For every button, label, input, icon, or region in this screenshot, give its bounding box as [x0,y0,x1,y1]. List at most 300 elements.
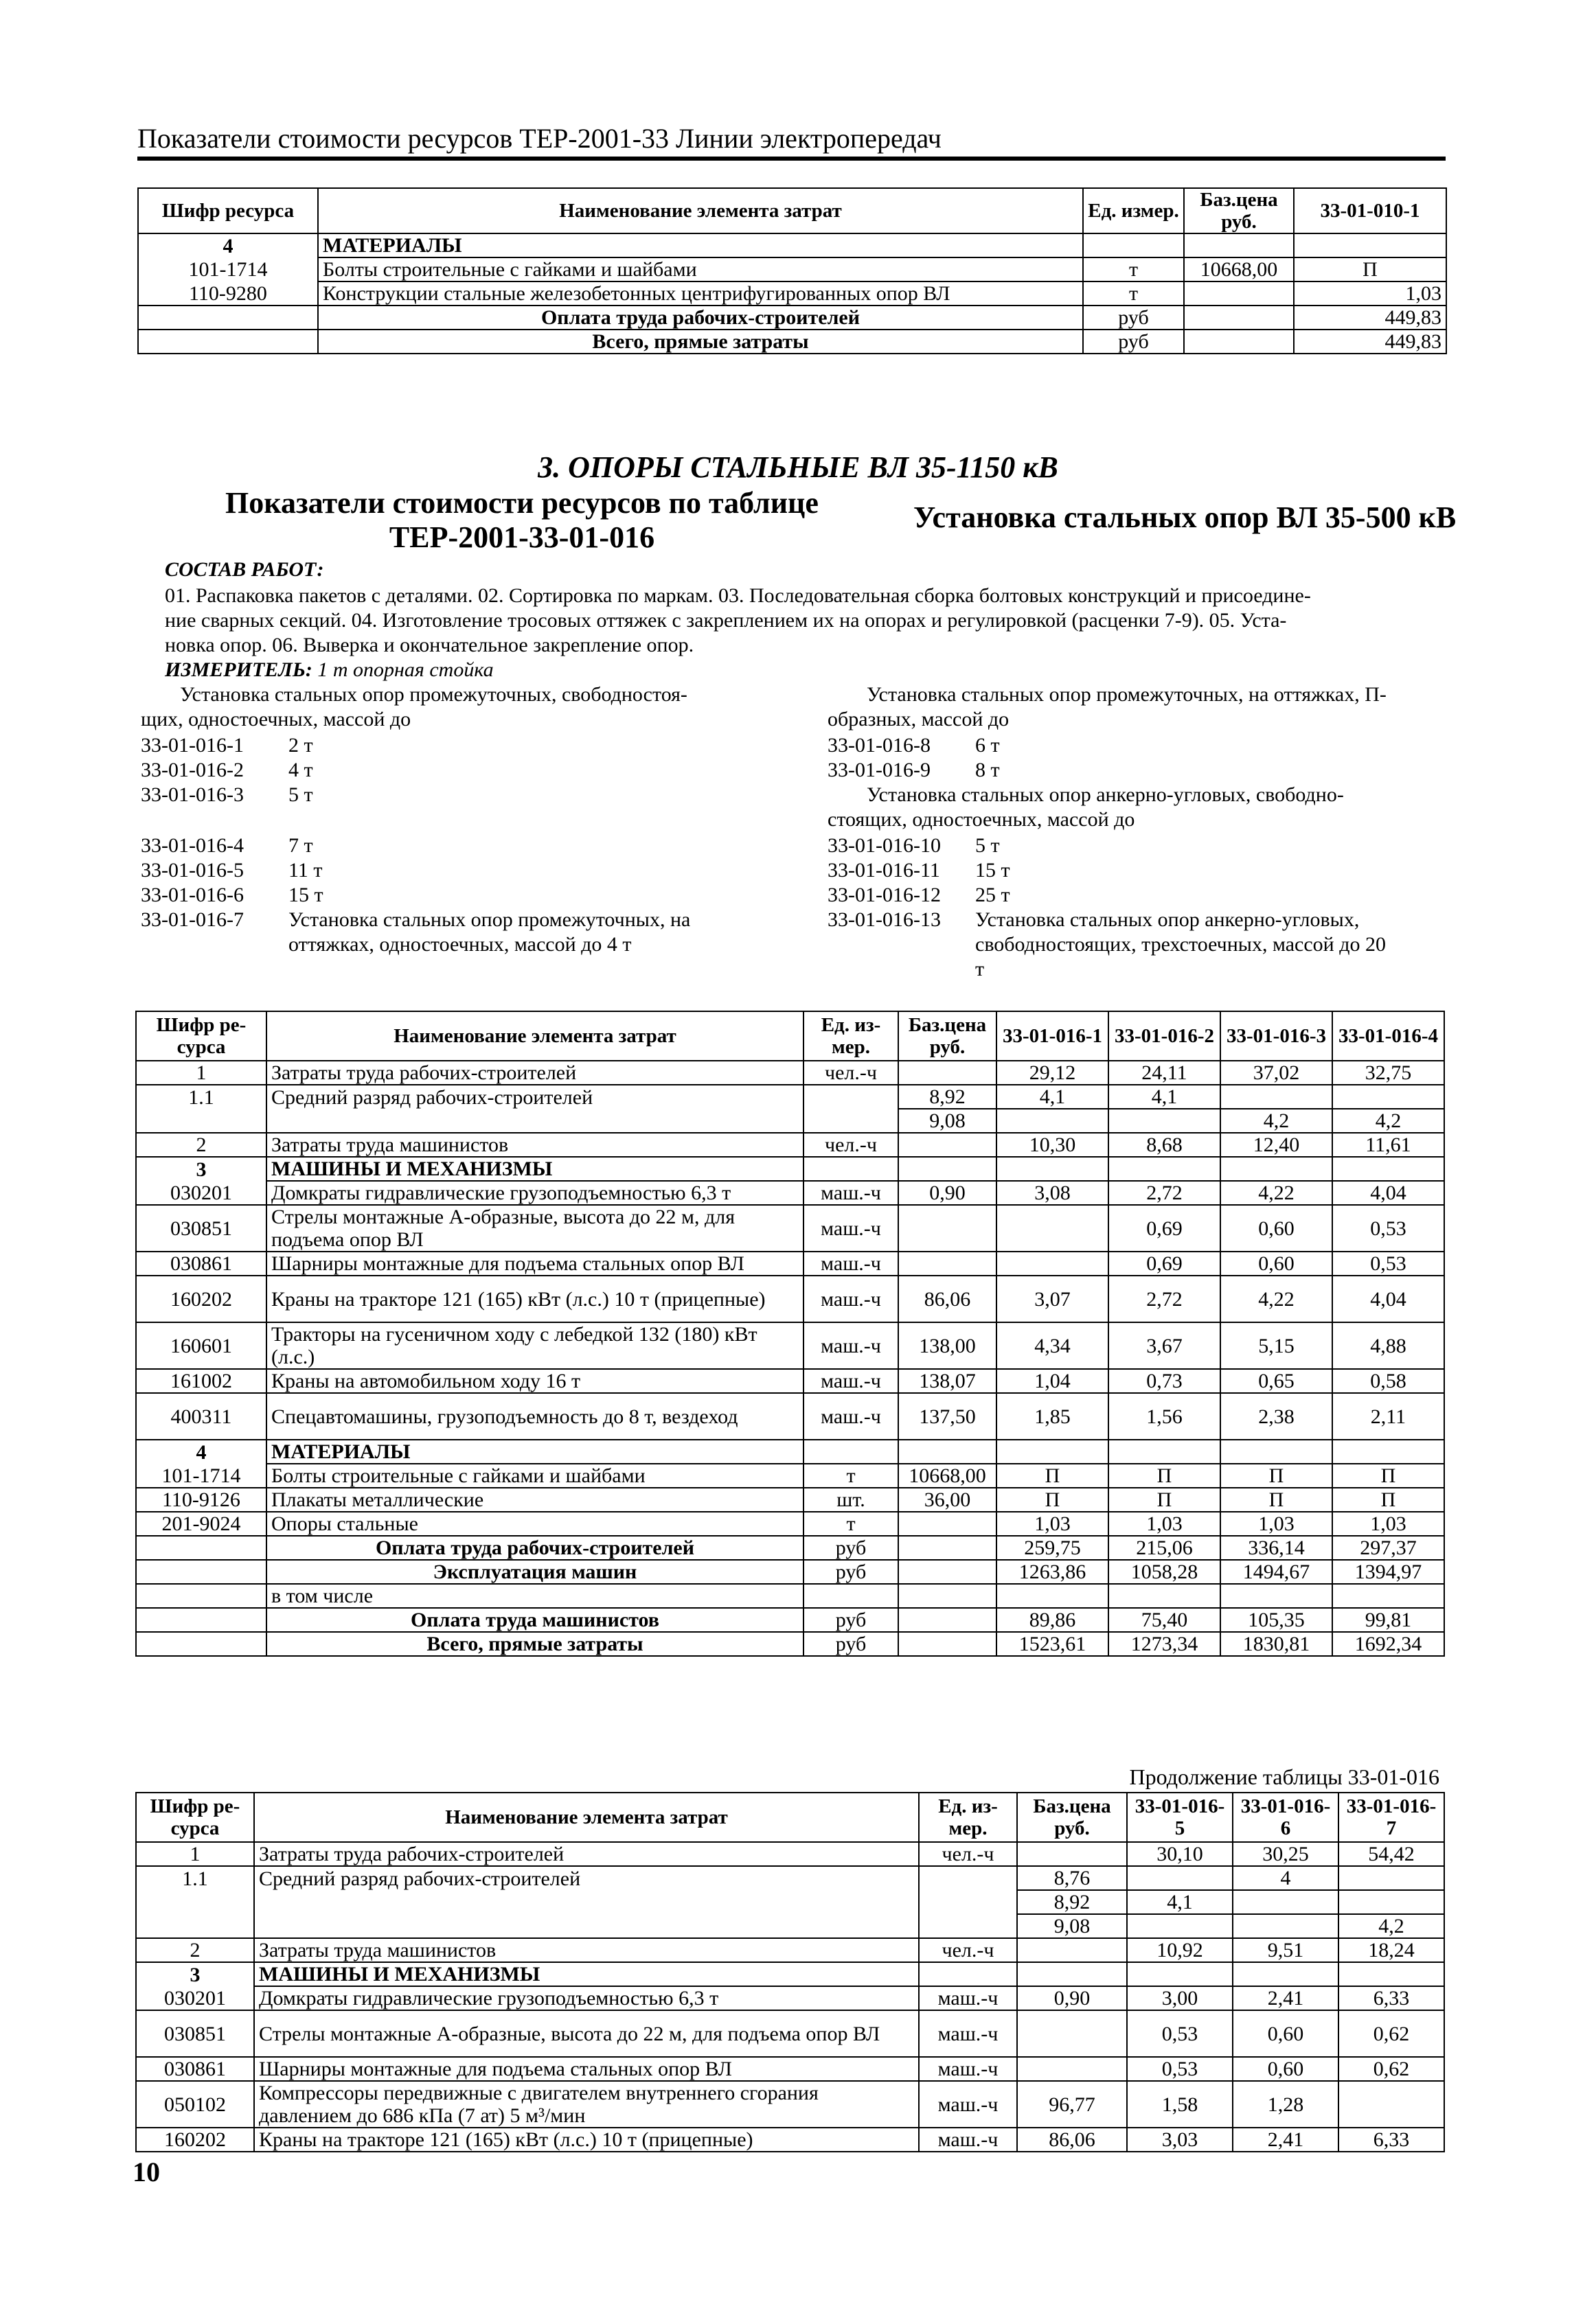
cell: 10,92 [1127,1938,1233,1962]
cell: 10668,00 [898,1464,996,1488]
cell: 0,60 [1233,2010,1338,2057]
cell: 0,65 [1220,1369,1332,1393]
table-row [136,1157,1444,1181]
table-row [136,1369,1444,1393]
cell: П [1294,257,1446,281]
col-header: Наименование элемента затрат [318,188,1083,233]
cell [898,1632,996,1656]
cell: 2 [136,1133,266,1157]
cell: Краны на тракторе 121 (165) кВт (л.с.) 10 т (прицепные) [254,2128,919,2152]
table-row [136,1205,1444,1252]
cell: 449,83 [1294,330,1446,354]
cell [1017,1842,1127,1866]
cell: Краны на автомобильном ходу 16 т [266,1369,803,1393]
cell: 1,03 [1332,1512,1444,1536]
cell: Домкраты гидравлические грузоподъемностью 6,3 т [266,1181,803,1205]
cell: 86,06 [1017,2128,1127,2152]
cell [136,1536,266,1560]
cell: 9,08 [898,1109,996,1133]
cell [898,1133,996,1157]
cell: Оплата труда рабочих-строителей [266,1536,803,1560]
cell: 4,2 [1338,1914,1444,1938]
cell: 1.1 [136,1866,254,1890]
cell [996,1109,1108,1133]
cell: 1.1 [136,1085,266,1109]
cell: т [1083,281,1184,306]
code-item: 33-01-016-3 5 т [141,783,313,806]
cell: т [1083,257,1184,281]
cell: 4,22 [1220,1181,1332,1205]
table-row [136,1322,1444,1369]
cell: 030851 [136,2010,254,2057]
cell [138,330,318,354]
col-header: Наименование элемента затрат [266,1011,803,1061]
col-header: 33-01-016-5 [1127,1793,1233,1842]
cell: 259,75 [996,1536,1108,1560]
code-item: 33-01-016-9 8 т [828,759,1000,781]
composition-line: ние сварных секций. 04. Изготовление тросовых оттяжек с закреплением их на опорах и регулировкой (расценки 7-9). 05. Уста- [165,609,1287,632]
cell: 0,58 [1332,1369,1444,1393]
cell: 1,58 [1127,2081,1233,2128]
cell: руб [803,1608,898,1632]
cell: 3,67 [1108,1322,1220,1369]
cell [1127,1962,1233,1986]
cell: 2 [136,1938,254,1962]
cell: 0,60 [1220,1252,1332,1276]
col-header: Ед. из-мер. [803,1011,898,1061]
cell: маш.-ч [919,2081,1017,2128]
cell: П [996,1464,1108,1488]
code-item: 33-01-016-6 15 т [141,884,323,906]
cell: 215,06 [1108,1536,1220,1560]
table-continued [135,1792,1445,2152]
cell: 0,62 [1338,2057,1444,2081]
cell: 4,34 [996,1322,1108,1369]
cell: 160202 [136,1276,266,1322]
cell: 4 [136,1440,266,1464]
cell: Тракторы на гусеничном ходу с лебедкой 132 (180) кВт (л.с.) [266,1322,803,1369]
cell [1184,233,1294,257]
cell: 030201 [136,1181,266,1205]
cell: шт. [803,1488,898,1512]
cell [266,1109,803,1133]
cell: Краны на тракторе 121 (165) кВт (л.с.) 10 т (прицепные) [266,1276,803,1322]
cell [1127,1866,1233,1890]
composition-label: СОСТАВ РАБОТ: [165,558,324,581]
cell [1127,1914,1233,1938]
cell: 110-9126 [136,1488,266,1512]
col-header: 33-01-016-7 [1338,1793,1444,1842]
cell [919,1962,1017,1986]
cell: 99,81 [1332,1608,1444,1632]
col-header: 33-01-016-3 [1220,1011,1332,1061]
col-header: Шифр ре-сурса [136,1011,266,1061]
cell: 2,38 [1220,1393,1332,1440]
cell: руб [803,1560,898,1584]
cell [1220,1157,1332,1181]
table-row [136,1393,1444,1440]
heading-line: Установка стальных опор промежуточных, свободностоя- [180,683,687,706]
col-header: 33-01-016-1 [996,1011,1108,1061]
col-header: Баз.цена руб. [1184,188,1294,233]
cell [1233,1962,1338,1986]
cell: 201-9024 [136,1512,266,1536]
cell: 2,11 [1332,1393,1444,1440]
cell: 4,1 [1127,1890,1233,1914]
cell: 030861 [136,2057,254,2081]
right-group-heading: Установка стальных опор промежуточных, на оттяжках, П- [867,683,1387,706]
cell [898,1560,996,1584]
cell: маш.-ч [919,2128,1017,2152]
cell: 1494,67 [1220,1560,1332,1584]
cell: 12,40 [1220,1133,1332,1157]
col-header: Баз.цена руб. [898,1011,996,1061]
cell: Болты строительные с гайками и шайбами [266,1464,803,1488]
code-item-cont: т [975,958,985,980]
cell: 89,86 [996,1608,1108,1632]
cell [1220,1440,1332,1464]
cell: 10,30 [996,1133,1108,1157]
cell: 10668,00 [1184,257,1294,281]
cell: 030201 [136,1986,254,2010]
cell [1332,1085,1444,1109]
cell: 30,25 [1233,1842,1338,1866]
cell: 8,92 [898,1085,996,1109]
cell: 18,24 [1338,1938,1444,1962]
cell: 2,72 [1108,1181,1220,1205]
cell: 138,00 [898,1322,996,1369]
cell [803,1085,898,1109]
cell [898,1512,996,1536]
cell: П [996,1488,1108,1512]
cell: МАШИНЫ И МЕХАНИЗМЫ [254,1962,919,1986]
cell [1108,1109,1220,1133]
cell: 1 [136,1061,266,1085]
cell: Стрелы монтажные А-образные, высота до 22 м, для подъема опор ВЛ [266,1205,803,1252]
table-row [136,1085,1444,1109]
page-header: Показатели стоимости ресурсов ТЕР-2001-33 Линии электропередач [137,123,942,154]
cell: Болты строительные с гайками и шайбами [318,257,1083,281]
cell: 1523,61 [996,1632,1108,1656]
table-row [136,1488,1444,1512]
table-row [136,1962,1444,1986]
table-row [136,1584,1444,1608]
cell [1083,233,1184,257]
code-item: 33-01-016-10 5 т [828,834,1000,857]
cell: 0,73 [1108,1369,1220,1393]
meter-label: ИЗМЕРИТЕЛЬ: [165,658,312,681]
cell: 4 [138,233,318,257]
cell: руб [803,1536,898,1560]
cell: 0,53 [1127,2057,1233,2081]
cell [1108,1584,1220,1608]
cell: маш.-ч [803,1322,898,1369]
cell [803,1109,898,1133]
cell: 0,60 [1233,2057,1338,2081]
cell: 96,77 [1017,2081,1127,2128]
col-header: 33-01-010-1 [1294,188,1446,233]
cell [1184,306,1294,330]
cell: маш.-ч [803,1369,898,1393]
cell [1233,1914,1338,1938]
cell: 3 [136,1157,266,1181]
cell: П [1332,1464,1444,1488]
cell: П [1332,1488,1444,1512]
cell [1184,330,1294,354]
cell [1108,1157,1220,1181]
cell: 1,03 [996,1512,1108,1536]
cell [136,1632,266,1656]
cell: маш.-ч [803,1393,898,1440]
cell: 54,42 [1338,1842,1444,1866]
table-row [136,1890,1444,1914]
cell: 110-9280 [138,281,318,306]
cell: маш.-ч [919,2010,1017,2057]
col-header: Шифр ре-сурса [136,1793,254,1842]
cell: П [1108,1464,1220,1488]
table-row [136,1560,1444,1584]
cell: 8,76 [1017,1866,1127,1890]
cell: Шарниры монтажные для подъема стальных опор ВЛ [266,1252,803,1276]
cell: МАТЕРИАЛЫ [318,233,1083,257]
cell [138,306,318,330]
cell [919,1890,1017,1914]
table-row [136,1536,1444,1560]
cell [1184,281,1294,306]
code-item: 33-01-016-8 6 т [828,734,1000,757]
table-row [136,1632,1444,1656]
cell: маш.-ч [803,1181,898,1205]
cell: 30,10 [1127,1842,1233,1866]
table-row [136,1109,1444,1133]
cell: 1,28 [1233,2081,1338,2128]
cell: 4,1 [1108,1085,1220,1109]
cell: 1,56 [1108,1393,1220,1440]
code-item-cont: свободностоящих, трехстоечных, массой до 20 [975,933,1386,956]
cell: 0,90 [1017,1986,1127,2010]
cell: 4,1 [996,1085,1108,1109]
code-item-cont: оттяжках, одностоечных, массой до 4 т [288,933,632,956]
cell: 050102 [136,2081,254,2128]
cell: чел.-ч [919,1842,1017,1866]
cell: Затраты труда рабочих-строителей [254,1842,919,1866]
table-name: Установка стальных опор ВЛ 35-500 кВ [913,501,1457,534]
cell [136,1584,266,1608]
cell: 1692,34 [1332,1632,1444,1656]
cell: 3,07 [996,1276,1108,1322]
col-header: 33-01-016-2 [1108,1011,1220,1061]
cell [136,1890,254,1914]
col-header: Шифр ресурса [138,188,318,233]
cell [136,1560,266,1584]
cell [898,1157,996,1181]
composition-line: новка опор. 06. Выверка и окончательное закрепление опор. [165,634,694,656]
cell: 4,04 [1332,1276,1444,1322]
cell: Эксплуатация машин [266,1560,803,1584]
cell: 105,35 [1220,1608,1332,1632]
cell: чел.-ч [919,1938,1017,1962]
cell: руб [1083,330,1184,354]
cell [803,1440,898,1464]
cell: 24,11 [1108,1061,1220,1085]
col-header: Баз.цена руб. [1017,1793,1127,1842]
cell: 2,72 [1108,1276,1220,1322]
cell: 5,15 [1220,1322,1332,1369]
table-row [136,1608,1444,1632]
cell: 336,14 [1220,1536,1332,1560]
cell [996,1205,1108,1252]
cell: маш.-ч [803,1252,898,1276]
code-item: 33-01-016-1 2 т [141,734,313,757]
cell: 4,04 [1332,1181,1444,1205]
cell: 0,69 [1108,1205,1220,1252]
cell: чел.-ч [803,1061,898,1085]
table-row [136,1866,1444,1890]
cell: Домкраты гидравлические грузоподъемностью 6,3 т [254,1986,919,2010]
table-row [136,1061,1444,1085]
code-item: 33-01-016-12 25 т [828,884,1010,906]
cell: 1830,81 [1220,1632,1332,1656]
cell: 4,88 [1332,1322,1444,1369]
col-header: 33-01-016-6 [1233,1793,1338,1842]
cell [1017,2057,1127,2081]
cell: 3,03 [1127,2128,1233,2152]
cell [898,1061,996,1085]
cell: 138,07 [898,1369,996,1393]
table-title [213,486,831,555]
cell [803,1157,898,1181]
right-group-heading: Установка стальных опор анкерно-угловых, свободно- [867,783,1344,806]
cell: 6,33 [1338,2128,1444,2152]
cell: 36,00 [898,1488,996,1512]
table-row [136,1842,1444,1866]
cell [254,1890,919,1914]
cell: Затраты труда рабочих-строителей [266,1061,803,1085]
cell: 37,02 [1220,1061,1332,1085]
cell [1338,1962,1444,1986]
cell: 2,41 [1233,1986,1338,2010]
table-title-line: Показатели стоимости ресурсов по таблице [225,486,819,520]
cell [136,1608,266,1632]
cell [1338,1866,1444,1890]
cell [1233,1890,1338,1914]
cell: 0,90 [898,1181,996,1205]
col-header: Ед. измер. [1083,188,1184,233]
cell: 4 [1233,1866,1338,1890]
cell: 1058,28 [1108,1560,1220,1584]
cell [898,1608,996,1632]
table-row [136,2010,1444,2057]
cell: 3,00 [1127,1986,1233,2010]
cell [1017,2010,1127,2057]
cell: 1,03 [1108,1512,1220,1536]
cell [898,1205,996,1252]
cell: Компрессоры передвижные с двигателем внутреннего сгорания давлением до 686 кПа (7 ат) 5 м³/мин [254,2081,919,2128]
left-group-heading-2: щих, одностоечных, массой до [141,708,411,730]
cell [898,1536,996,1560]
cell: 449,83 [1294,306,1446,330]
cell: 0,53 [1332,1205,1444,1252]
cell [1338,1890,1444,1914]
cell: Оплата труда рабочих-строителей [318,306,1083,330]
cell: 11,61 [1332,1133,1444,1157]
right-group-heading-2: образных, массой до [828,708,1010,730]
cell: 1273,34 [1108,1632,1220,1656]
cell: 1 [136,1842,254,1866]
table-title-line: ТЕР-2001-33-01-016 [389,520,655,554]
cell: 297,37 [1332,1536,1444,1560]
table-main [135,1011,1445,1657]
page-number: 10 [133,2156,160,2187]
cell [1332,1440,1444,1464]
cell: руб [803,1632,898,1656]
cell [254,1914,919,1938]
cell [898,1584,996,1608]
table-row [136,1276,1444,1322]
cell: 030851 [136,1205,266,1252]
cell [1017,1938,1127,1962]
cell: 137,50 [898,1393,996,1440]
cell: 1,85 [996,1393,1108,1440]
cell: Опоры стальные [266,1512,803,1536]
cell [1332,1584,1444,1608]
cell: 3,08 [996,1181,1108,1205]
code-item: 33-01-016-5 11 т [141,859,323,882]
cell: П [1220,1464,1332,1488]
cell [1294,233,1446,257]
cell: т [803,1464,898,1488]
left-group-heading [180,682,687,707]
cell: 29,12 [996,1061,1108,1085]
cell: Затраты труда машинистов [266,1133,803,1157]
cell: Затраты труда машинистов [254,1938,919,1962]
cell [1220,1584,1332,1608]
cell [803,1584,898,1608]
meter [165,658,494,682]
cell: Конструкции стальные железобетонных центрифугированных опор ВЛ [318,281,1083,306]
cell: МАШИНЫ И МЕХАНИЗМЫ [266,1157,803,1181]
cell [996,1440,1108,1464]
cell: 9,51 [1233,1938,1338,1962]
table-row [136,2081,1444,2128]
cell: 8,68 [1108,1133,1220,1157]
cell: П [1108,1488,1220,1512]
cell: 4,22 [1220,1276,1332,1322]
cell [898,1252,996,1276]
cell [136,1914,254,1938]
cell [919,1866,1017,1890]
code-item: 33-01-016-4 7 т [141,834,313,857]
cell: Оплата труда машинистов [266,1608,803,1632]
code-item: 33-01-016-11 15 т [828,859,1010,882]
cell [1332,1157,1444,1181]
cell: руб [1083,306,1184,330]
cell: 0,69 [1108,1252,1220,1276]
cell: 0,60 [1220,1205,1332,1252]
table-row [136,1252,1444,1276]
cell: 1394,97 [1332,1560,1444,1584]
composition-text [165,584,1442,658]
cell: 1,03 [1294,281,1446,306]
cell: 0,53 [1127,2010,1233,2057]
table-row [136,1914,1444,1938]
cell: 161002 [136,1369,266,1393]
col-header: 33-01-016-4 [1332,1011,1444,1061]
cell: Всего, прямые затраты [266,1632,803,1656]
cell: маш.-ч [803,1205,898,1252]
cell: 75,40 [1108,1608,1220,1632]
col-header: Ед. из-мер. [919,1793,1017,1842]
